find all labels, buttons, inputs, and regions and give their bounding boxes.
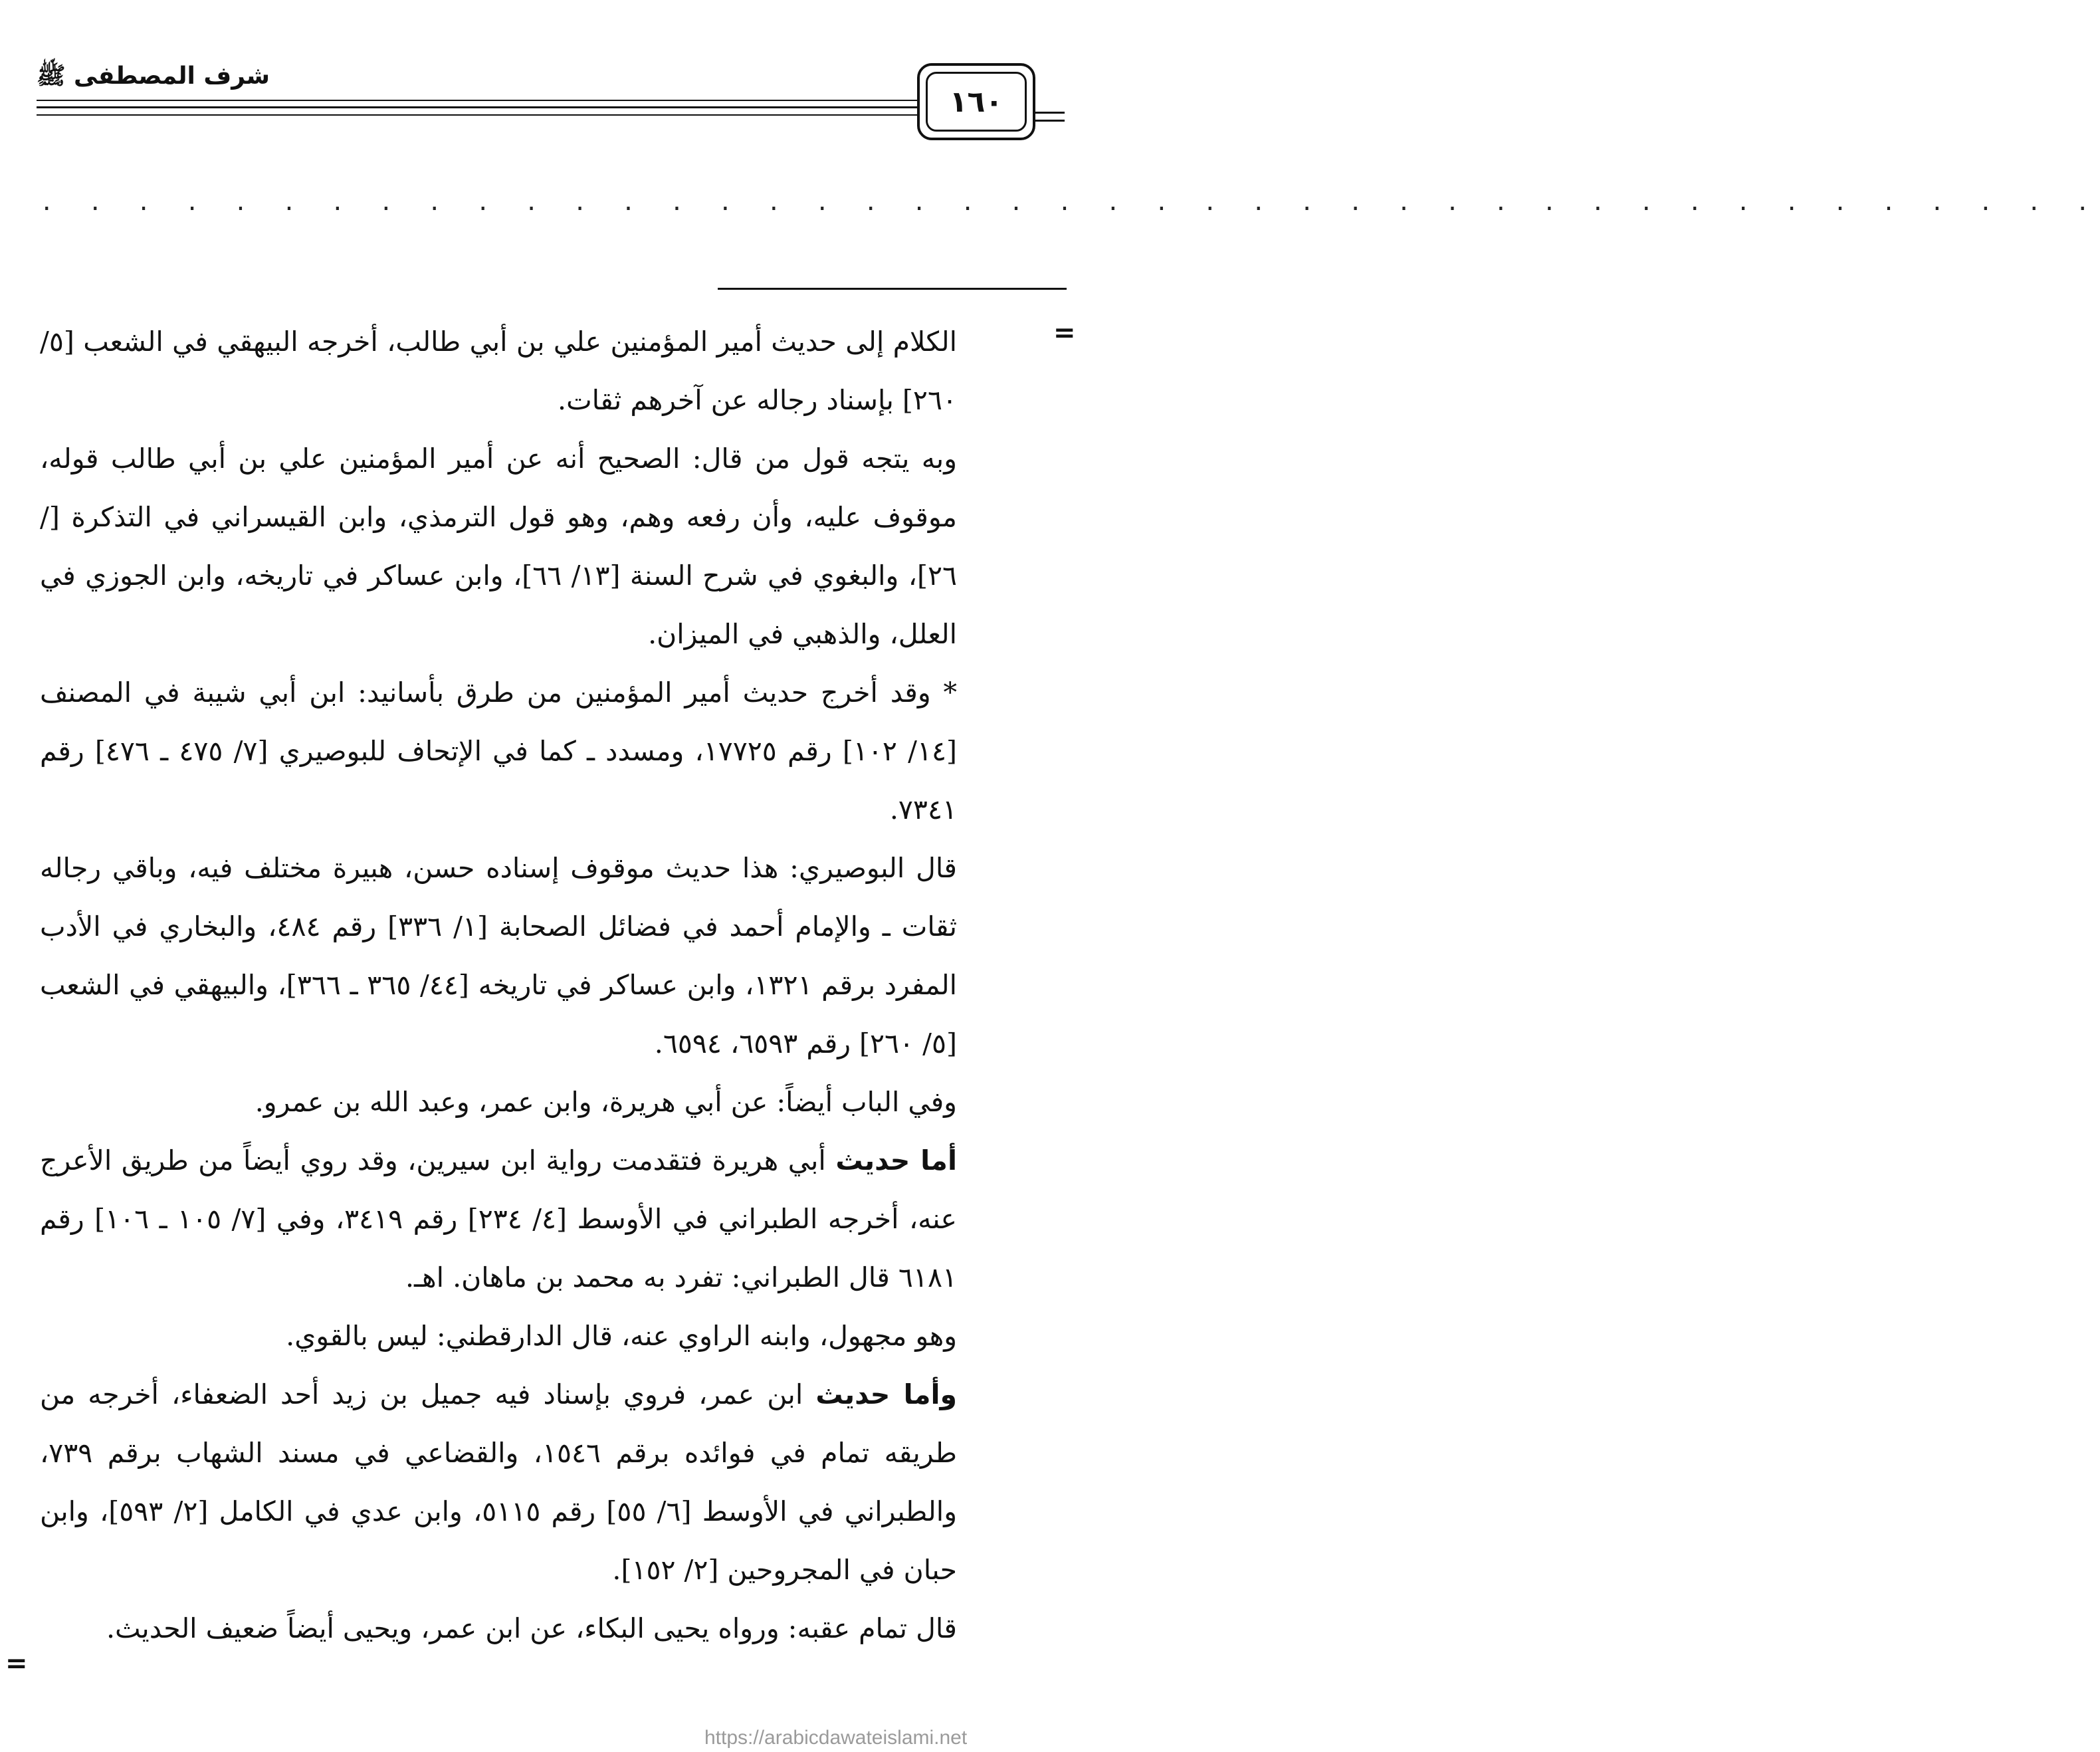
footnote-paragraph: وفي الباب أيضاً: عن أبي هريرة، وابن عمر، وعبد الله بن عمرو. [255, 1086, 957, 1118]
bold-lead: وأما حديث [815, 1378, 957, 1410]
dotted-separator: . . . . . . . . . . . . . . . . . . . . . . . . . . . . . . . . . . . . . . . . . . . [40, 189, 2100, 216]
footnote-paragraph: قال تمام عقبه: ورواه يحيى البكاء، عن ابن عمر، ويحيى أيضاً ضعيف الحديث. [106, 1612, 957, 1644]
footnote-paragraph: قال البوصيري: هذا حديث موقوف إسناده حسن، هبيرة مختلف فيه، وباقي رجاله ثقات ـ والإمام أحمد في فضائل الصحابة [١/ ٣٣٦] رقم ٤٨٤، والبخاري في الأدب المفرد برقم ١٣٢١، وابن عساكر في تاريخه [٤٤/ ٣٦٥ ـ ٣٦٦]، والبيهقي في الشعب [٥/ ٢٦٠] رقم ٦٥٩٣، ٦٥٩٤. [40, 852, 957, 1059]
footnote-separator-line [718, 288, 1067, 290]
footnote-paragraph: وبه يتجه قول من قال: الصحيح أنه عن أمير المؤمنين علي بن أبي طالب قوله، موقوف عليه، وأن رفعه وهم، وهو قول الترمذي، وابن القيسراني في التذكرة [/ ٢٦]، والبغوي في شرح السنة [١٣/ ٦٦]، وابن عساكر في تاريخه، وابن الجوزي في العلل، والذهبي في الميزان. [40, 443, 957, 650]
paragraph-text: أبي هريرة فتقدمت رواية ابن سيرين، وقد روي أيضاً من طريق الأعرج عنه، أخرجه الطبراني في الأوسط [٤/ ٢٣٤] رقم ٣٤١٩، وفي [٧/ ١٠٥ ـ ١٠٦] رقم ٦١٨١ قال الطبراني: تفرد به محمد بن ماهان. اهـ. [40, 1145, 957, 1293]
watermark-url: https://arabicdawateislami.net [704, 1727, 968, 1749]
header-rule [37, 114, 920, 116]
footnote-paragraph: وهو مجهول، وابنه الراوي عنه، قال الدارقطني: ليس بالقوي. [286, 1320, 957, 1352]
continuation-mark-bottom: = [5, 1648, 28, 1679]
footnote-paragraph [40, 1131, 957, 1307]
header-rule [37, 100, 920, 101]
footnote-body [40, 312, 957, 1658]
continuation-mark-top: = [1053, 318, 1076, 348]
running-header-title: شرف المصطفى ﷺ [37, 62, 270, 90]
header-rule-tail [1034, 120, 1065, 122]
footnote-paragraph [40, 1365, 957, 1599]
page-number: ١٦٠ [926, 72, 1027, 132]
page-number-frame [917, 63, 1035, 140]
footnote-paragraph: الكلام إلى حديث أمير المؤمنين علي بن أبي طالب، أخرجه البيهقي في الشعب [٥/ ٢٦٠] بإسناد رجاله عن آخرهم ثقات. [40, 326, 957, 416]
header-rule-tail [1034, 112, 1065, 114]
footnote-paragraph: * وقد أخرج حديث أمير المؤمنين من طرق بأسانيد: ابن أبي شيبة في المصنف [١٤/ ١٠٢] رقم ١٧٧٢٥، ومسدد ـ كما في الإتحاف للبوصيري [٧/ ٤٧٥ ـ ٤٧٦] رقم ٧٣٤١. [40, 677, 957, 825]
paragraph-text: ابن عمر، فروي بإسناد فيه جميل بن زيد أحد الضعفاء، أخرجه من طريقه تمام في فوائده برقم ١٥٤٦، والقضاعي في مسند الشهاب برقم ٧٣٩، والطبراني في الأوسط [٦/ ٥٥] رقم ٥١١٥، وابن عدي في الكامل [٢/ ٥٩٣]، وابن حبان في المجروحين [٢/ ١٥٢]. [40, 1378, 957, 1586]
bold-lead: أما حديث [835, 1145, 957, 1176]
header-rule [37, 106, 920, 108]
